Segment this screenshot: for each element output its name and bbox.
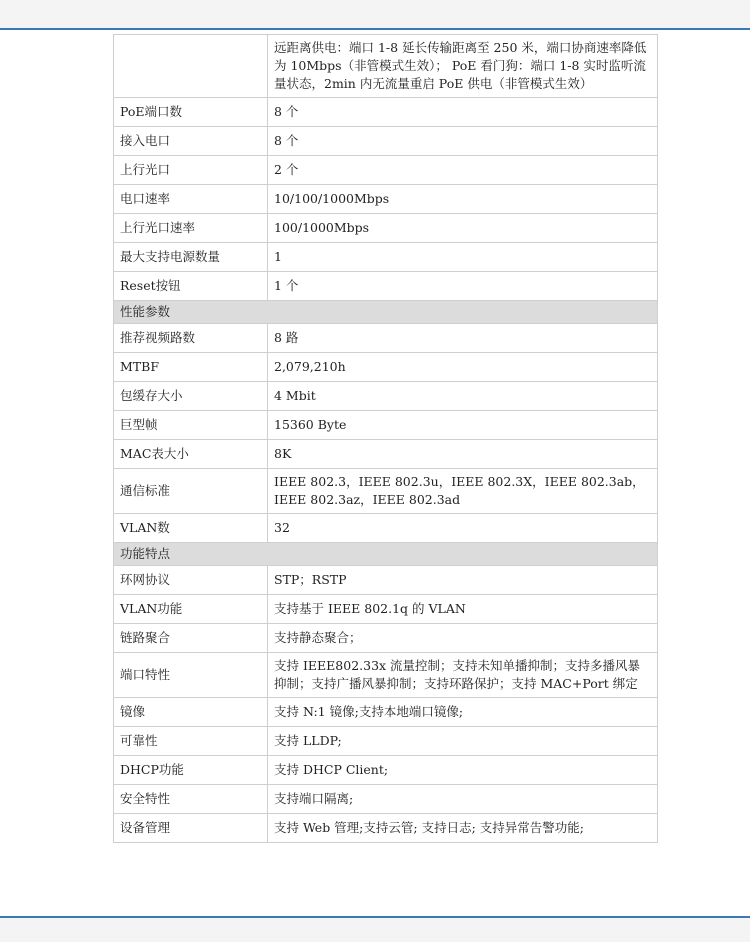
spec-value: 1 [268, 243, 658, 272]
spec-value: 支持端口隔离; [268, 785, 658, 814]
spec-value: 8 路 [268, 324, 658, 353]
page-footer-area [0, 918, 750, 942]
section-header-row [114, 301, 658, 324]
table-row [114, 814, 658, 843]
spec-key: 环网协议 [114, 566, 268, 595]
table-row [114, 653, 658, 698]
spec-value: STP；RSTP [268, 566, 658, 595]
table-row [114, 411, 658, 440]
spec-value: 10/100/1000Mbps [268, 185, 658, 214]
spec-value: 支持静态聚合； [268, 624, 658, 653]
table-row [114, 785, 658, 814]
spec-value: IEEE 802.3，IEEE 802.3u，IEEE 802.3X，IEEE 802.3ab，IEEE 802.3az，IEEE 802.3ad [268, 469, 658, 514]
table-row [114, 324, 658, 353]
spec-key: 通信标准 [114, 469, 268, 514]
table-row [114, 698, 658, 727]
spec-key: VLAN数 [114, 514, 268, 543]
table-row [114, 566, 658, 595]
table-row [114, 214, 658, 243]
spec-table [113, 34, 658, 843]
spec-key: 接入电口 [114, 127, 268, 156]
spec-key: 巨型帧 [114, 411, 268, 440]
table-row [114, 127, 658, 156]
table-row [114, 98, 658, 127]
spec-key: DHCP功能 [114, 756, 268, 785]
spec-key: 上行光口速率 [114, 214, 268, 243]
table-row [114, 595, 658, 624]
spec-key: 电口速率 [114, 185, 268, 214]
spec-key: 最大支持电源数量 [114, 243, 268, 272]
section-header-row [114, 543, 658, 566]
page-header-area [0, 0, 750, 28]
spec-key: 镜像 [114, 698, 268, 727]
spec-key: 端口特性 [114, 653, 268, 698]
table-row [114, 514, 658, 543]
table-row [114, 156, 658, 185]
table-row [114, 469, 658, 514]
spec-key: MAC表大小 [114, 440, 268, 469]
table-row [114, 185, 658, 214]
spec-key: 可靠性 [114, 727, 268, 756]
spec-value: 15360 Byte [268, 411, 658, 440]
spec-key: 设备管理 [114, 814, 268, 843]
spec-key [114, 35, 268, 98]
spec-key: 推荐视频路数 [114, 324, 268, 353]
spec-value: 2 个 [268, 156, 658, 185]
spec-key: VLAN功能 [114, 595, 268, 624]
table-row [114, 272, 658, 301]
spec-value: 支持 IEEE802.33x 流量控制；支持未知单播抑制；支持多播风暴抑制；支持广播风暴抑制；支持环路保护；支持 MAC+Port 绑定 [268, 653, 658, 698]
spec-value: 支持 Web 管理;支持云管; 支持日志; 支持异常告警功能; [268, 814, 658, 843]
spec-key: 上行光口 [114, 156, 268, 185]
table-row [114, 243, 658, 272]
table-row [114, 382, 658, 411]
spec-value: 远距离供电：端口 1-8 延长传输距离至 250 米，端口协商速率降低为 10Mbps（非管模式生效）； PoE 看门狗：端口 1-8 实时监听流量状态，2min 内无流量重启 PoE 供电（非管模式生效） [268, 35, 658, 98]
spec-key: 链路聚合 [114, 624, 268, 653]
section-header: 功能特点 [114, 543, 658, 566]
table-row [114, 756, 658, 785]
table-row [114, 727, 658, 756]
table-row [114, 353, 658, 382]
spec-key: MTBF [114, 353, 268, 382]
spec-value: 1 个 [268, 272, 658, 301]
spec-value: 8 个 [268, 127, 658, 156]
table-row [114, 624, 658, 653]
spec-key: 安全特性 [114, 785, 268, 814]
header-rule [0, 28, 750, 30]
spec-value: 32 [268, 514, 658, 543]
spec-value: 支持 DHCP Client; [268, 756, 658, 785]
spec-value: 100/1000Mbps [268, 214, 658, 243]
spec-key: 包缓存大小 [114, 382, 268, 411]
spec-key: Reset按钮 [114, 272, 268, 301]
table-row [114, 440, 658, 469]
spec-value: 支持 N:1 镜像;支持本地端口镜像; [268, 698, 658, 727]
section-header: 性能参数 [114, 301, 658, 324]
spec-value: 8K [268, 440, 658, 469]
spec-value: 8 个 [268, 98, 658, 127]
spec-value: 支持 LLDP; [268, 727, 658, 756]
spec-key: PoE端口数 [114, 98, 268, 127]
table-row [114, 35, 658, 98]
spec-value: 支持基于 IEEE 802.1q 的 VLAN [268, 595, 658, 624]
spec-value: 2,079,210h [268, 353, 658, 382]
spec-value: 4 Mbit [268, 382, 658, 411]
